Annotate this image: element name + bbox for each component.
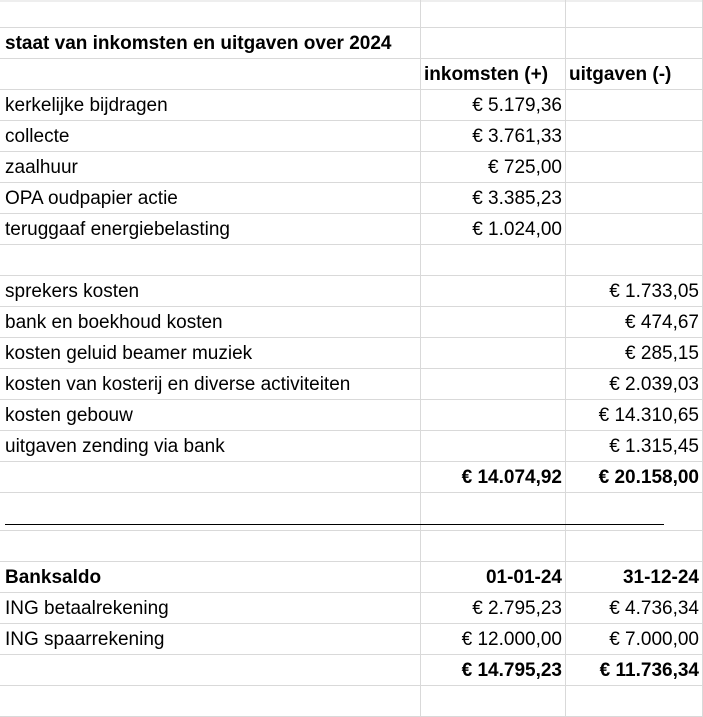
row-label[interactable]: kosten geluid beamer muziek xyxy=(5,343,253,364)
row-label[interactable]: ING spaarrekening xyxy=(5,629,165,650)
table-row xyxy=(0,214,703,245)
table-row xyxy=(0,338,703,369)
title-row xyxy=(0,28,703,59)
balance-start-cell[interactable]: € 12.000,00 xyxy=(461,629,562,650)
row-label[interactable]: sprekers kosten xyxy=(5,281,140,302)
totals-row xyxy=(0,462,703,493)
balance-start-cell[interactable]: € 2.795,23 xyxy=(472,598,562,619)
income-cell[interactable] xyxy=(420,369,562,400)
income-cell[interactable]: € 725,00 xyxy=(488,157,562,178)
table-row xyxy=(0,183,703,214)
income-cell[interactable]: € 3.761,33 xyxy=(472,126,562,147)
expense-cell[interactable]: € 285,15 xyxy=(625,343,699,364)
income-cell[interactable]: € 3.385,23 xyxy=(472,188,562,209)
row-label[interactable]: kerkelijke bijdragen xyxy=(5,95,168,116)
expense-cell[interactable] xyxy=(566,214,699,245)
expense-cell[interactable]: € 2.039,03 xyxy=(609,374,699,395)
table-row xyxy=(0,431,703,462)
bank-date-end[interactable]: 31-12-24 xyxy=(622,567,699,588)
income-cell[interactable]: € 5.179,36 xyxy=(472,95,562,116)
bank-date-start[interactable]: 01-01-24 xyxy=(485,567,562,588)
expense-total[interactable]: € 20.158,00 xyxy=(598,467,699,488)
row-label[interactable]: teruggaaf energiebelasting xyxy=(5,219,231,240)
table-row xyxy=(0,369,703,400)
income-cell[interactable]: € 1.024,00 xyxy=(472,219,562,240)
income-header[interactable]: inkomsten (+) xyxy=(424,64,549,85)
row-label[interactable]: kosten van kosterij en diverse activiteiten xyxy=(5,374,351,395)
bank-totals-row xyxy=(0,655,703,686)
bank-heading[interactable]: Banksaldo xyxy=(5,567,102,588)
expense-cell[interactable] xyxy=(566,152,699,183)
balance-start-total[interactable]: € 14.795,23 xyxy=(461,660,562,681)
row-label[interactable]: collecte xyxy=(5,126,70,147)
sheet-title[interactable]: staat van inkomsten en uitgaven over 2024 xyxy=(5,33,392,54)
expense-cell[interactable] xyxy=(566,121,699,152)
row-label[interactable]: bank en boekhoud kosten xyxy=(5,312,223,333)
balance-end-cell[interactable]: € 4.736,34 xyxy=(609,598,699,619)
income-cell[interactable] xyxy=(420,338,562,369)
separator-line xyxy=(5,524,664,525)
header-row xyxy=(0,59,703,90)
row-label[interactable]: kosten gebouw xyxy=(5,405,133,426)
expense-cell[interactable] xyxy=(566,90,699,121)
table-row xyxy=(0,152,703,183)
income-cell[interactable] xyxy=(420,431,562,462)
balance-end-cell[interactable]: € 7.000,00 xyxy=(609,629,699,650)
expense-cell[interactable]: € 474,67 xyxy=(625,312,699,333)
expense-cell[interactable] xyxy=(566,183,699,214)
balance-end-total[interactable]: € 11.736,34 xyxy=(599,660,699,681)
row-label[interactable]: OPA oudpapier actie xyxy=(5,188,178,209)
top-shade xyxy=(0,0,703,2)
table-row xyxy=(0,121,703,152)
row-divider xyxy=(0,530,703,531)
bank-header-row xyxy=(0,562,703,593)
table-row xyxy=(0,400,703,431)
row-label[interactable]: zaalhuur xyxy=(5,157,78,178)
income-total[interactable]: € 14.074,92 xyxy=(461,467,562,488)
expense-header[interactable]: uitgaven (-) xyxy=(569,64,672,85)
table-row xyxy=(0,307,703,338)
table-row xyxy=(0,593,703,624)
expense-cell[interactable]: € 14.310,65 xyxy=(598,405,699,426)
income-cell[interactable] xyxy=(420,400,562,431)
table-row xyxy=(0,276,703,307)
income-cell[interactable] xyxy=(420,276,562,307)
row-label[interactable]: uitgaven zending via bank xyxy=(5,436,225,457)
row-label[interactable]: ING betaalrekening xyxy=(5,598,169,619)
income-cell[interactable] xyxy=(420,307,562,338)
expense-cell[interactable]: € 1.733,05 xyxy=(609,281,699,302)
expense-cell[interactable]: € 1.315,45 xyxy=(609,436,699,457)
table-row xyxy=(0,90,703,121)
table-row xyxy=(0,624,703,655)
